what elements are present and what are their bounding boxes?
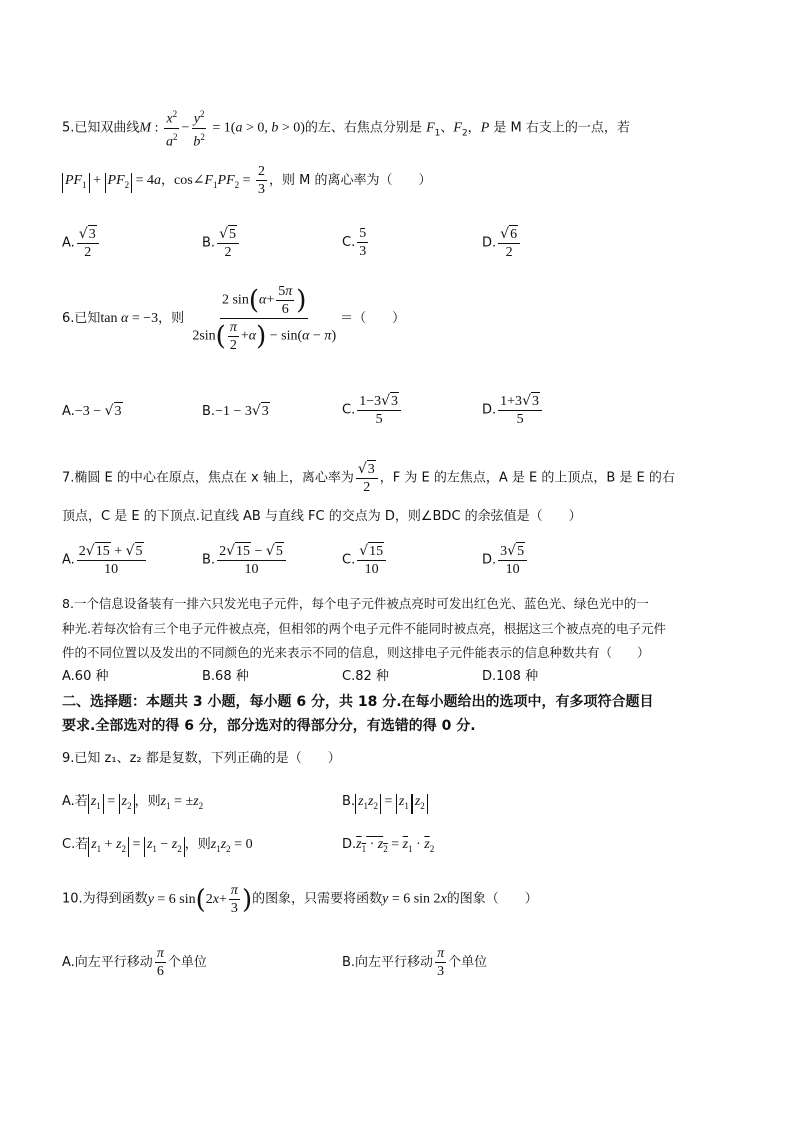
section-2-heading-line-2: 要求.全部选对的得 6 分，部分选对的得部分分，有选错的得 0 分.: [62, 718, 476, 734]
question-8-line-2: 种光.若每次恰有三个电子元件被点亮，但相邻的两个电子元件不能同时被点亮，根据这三个被点亮的电子元件: [62, 621, 666, 636]
q6-option-d[interactable]: D. $\frac{1+3√3}{5}$: [482, 392, 544, 428]
question-5-line-1: 5.已知双曲线M : $\frac{x^2}{a^2}$ − $\frac{y^2}{b^2}$ = 1(a > 0, b > 0)的左、右焦点分别是 $F_1$、$F_2$，P 是 M 右支上的一点，若: [62, 106, 742, 150]
q7-option-b[interactable]: B. $\frac{2√15 - √5}{10}$: [202, 542, 288, 578]
question-5-line-2: $PF_1 + PF_2 = 4a$，$\cos\angle F_1PF_2$ = $\frac{2}{3}$ ，则 M 的离心率为（ ）: [62, 163, 742, 198]
q5-mid: 的左、右焦点分别是: [304, 120, 422, 136]
question-8-line-3: 件的不同位置以及发出的不同颜色的光来表示不同的信息，则这排电子元件能表示的信息种数共有（ ）: [62, 645, 650, 660]
q5-option-c[interactable]: C. $\frac{5}{3}$: [342, 226, 367, 259]
q6-option-a[interactable]: A.−3 − √3: [62, 403, 122, 419]
q5-suffix: 是 M 右支上的一点，若: [493, 120, 630, 136]
q9-option-c[interactable]: C.若 $z_1 + z_2 = z_1 - z_2$ ，则$z_1z_2 = 0$: [62, 836, 253, 858]
q5-prefix: 5.已知双曲线: [62, 120, 140, 136]
question-10: 10.为得到函数y = 6 sin(2x+ $\frac{\pi}{3}$ )的图象，只需要将函数y = 6 sin 2x的图象（ ）: [62, 883, 538, 916]
q8-option-c[interactable]: C.82 种: [342, 669, 389, 684]
q7-line1-suffix: ，F 为 E 的左焦点，A 是 E 的上顶点，B 是 E 的右: [379, 470, 675, 486]
q7-option-d[interactable]: D. $\frac{3√5}{10}$: [482, 542, 529, 578]
q8-option-a[interactable]: A.60 种: [62, 669, 109, 684]
q5-option-b[interactable]: B. $\frac{√5}{2}$: [202, 225, 241, 261]
q5-line2-text: ，则 M 的离心率为（ ）: [269, 173, 432, 188]
q9-option-a[interactable]: A.若 $z_1 = z_2$ ，则$z_1 = \pm z_2$: [62, 793, 203, 815]
q6-option-b[interactable]: B.−1 − 3√3: [202, 403, 269, 419]
q6-prefix: 6.已知: [62, 311, 101, 326]
q5-option-d[interactable]: D. $\frac{√6}{2}$: [482, 225, 522, 261]
q9-option-b[interactable]: B. $z_1z_2 = z_1$ $z_2$: [342, 793, 428, 814]
q5-frac-x: $\frac{x^2}{a^2}$: [164, 106, 180, 150]
q8-option-b[interactable]: B.68 种: [202, 669, 249, 684]
q10-option-b[interactable]: B.向左平行移动 $\frac{\pi}{3}$ 个单位: [342, 946, 488, 979]
question-7-line-2: [62, 508, 742, 526]
q6-suffix: ＝（ ）: [340, 311, 406, 326]
q6-option-c[interactable]: C. $\frac{1-3√3}{5}$: [342, 392, 403, 428]
q10-option-a[interactable]: A.向左平行移动 $\frac{\pi}{6}$ 个单位: [62, 946, 207, 979]
q7-option-c[interactable]: C. $\frac{√15}{10}$: [342, 542, 388, 578]
question-6: 6.已知tan α = −3，则 2 sin(α+ $\frac{5\pi}{6}$ ) 2sin( $\frac{\pi}{2}$ +α) − sin(α − π) ＝（ ）: [62, 284, 406, 353]
q7-line2: 顶点，C 是 E 的下顶点.记直线 AB 与直线 FC 的交点为 D，则∠BDC 的余弦值是（ ）: [62, 509, 582, 524]
section-2-heading-line-1: 二、选择题：本题共 3 小题，每小题 6 分，共 18 分.在每小题给出的选项中，有多项符合题目: [62, 694, 654, 710]
q7-line1: 7.椭圆 E 的中心在原点，焦点在 x 轴上，离心率为: [62, 470, 354, 486]
q8-option-d[interactable]: D.108 种: [482, 669, 539, 684]
q5-frac-y: $\frac{y^2}{b^2}$: [191, 106, 207, 150]
question-8-line-1: 8.一个信息设备装有一排六只发光电子元件，每个电子元件被点亮时可发出红色光、蓝色光、绿色光中的一: [62, 596, 649, 611]
q7-option-a[interactable]: A. $\frac{2√15 + √5}{10}$: [62, 542, 148, 578]
question-7-line-1: 7.椭圆 E 的中心在原点，焦点在 x 轴上，离心率为 $\frac{√3}{2}$ ，F 为 E 的左焦点，A 是 E 的上顶点，B 是 E 的右: [62, 461, 675, 495]
q9-option-d[interactable]: $D.z_1 \cdot z_2 = \overline{z}_1 \cdot \overline{z}_2$: [342, 837, 435, 854]
q5-option-a[interactable]: A. $\frac{√3}{2}$: [62, 225, 101, 261]
question-9: 9.已知 z₁、z₂ 都是复数，下列正确的是（ ）: [62, 751, 341, 766]
q6-main-fraction: 2 sin(α+ $\frac{5\pi}{6}$ ) 2sin( $\frac{\pi}{2}$ +α) − sin(α − π): [192, 284, 337, 353]
